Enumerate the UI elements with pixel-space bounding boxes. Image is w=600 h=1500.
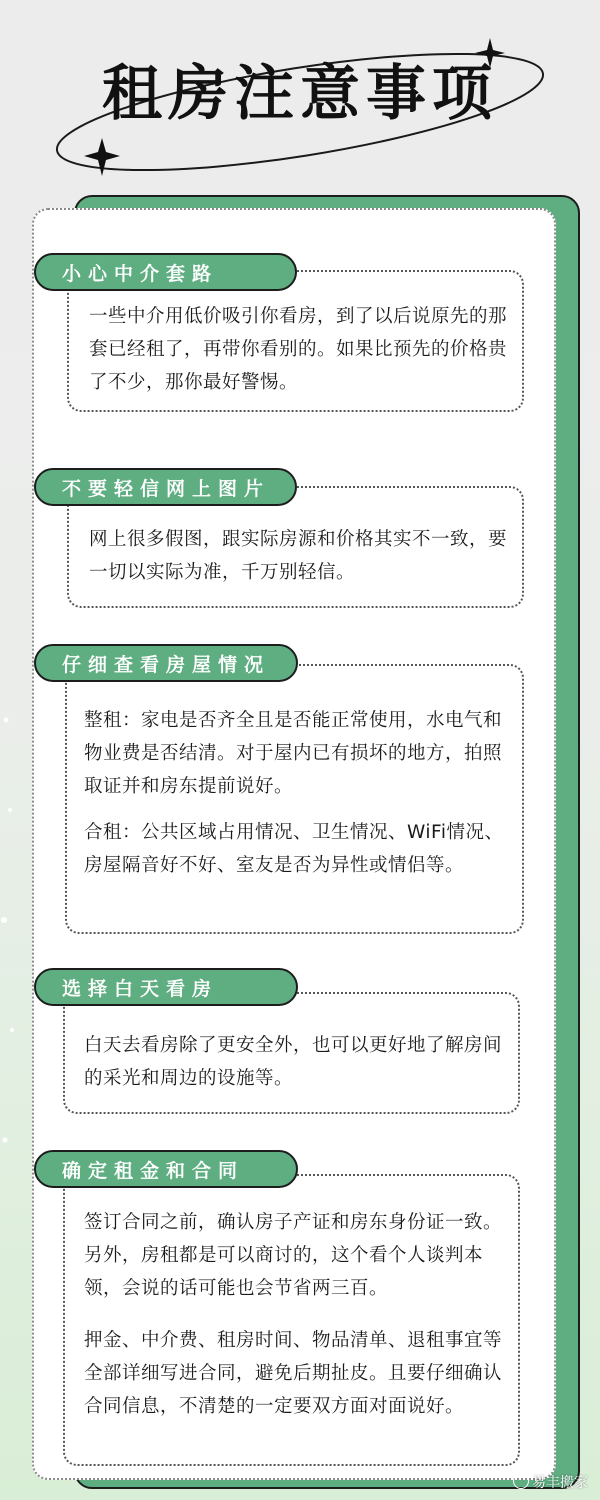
logo-icon [513, 1473, 529, 1489]
section-2-paragraph-1: 网上很多假图，跟实际房源和价格其实不一致，要一切以实际为准，千万别轻信。 [89, 529, 508, 583]
section-5-paragraph-1: 签订合同之前，确认房子产证和房东身份证一致。另外，房租都是可以商讨的，这个看个人谈判本领，会说的话可能也会节省两三百。 [84, 1212, 503, 1299]
section-1-heading: 小心中介套路 [34, 253, 297, 291]
section-2-heading: 不要轻信网上图片 [34, 468, 297, 506]
section-5-heading: 确定租金和合同 [34, 1150, 298, 1188]
title-area [0, 0, 600, 190]
section-box-5 [63, 1174, 520, 1466]
section-3-paragraph-2: 合租：公共区域占用情况、卫生情况、WiFi情况、房屋隔音好不好、室友是否为异性或情侣等。 [84, 822, 504, 876]
section-4-heading: 选择白天看房 [34, 968, 298, 1006]
watermark [513, 1472, 588, 1492]
section-5-paragraph-2: 押金、中介费、租房时间、物品清单、退租事宜等全部详细写进合同，避免后期扯皮。且要仔细确认合同信息，不清楚的一定要双方面对面说好。 [84, 1330, 503, 1417]
section-box-3 [65, 664, 524, 934]
section-1-paragraph-1: 一些中介用低价吸引你看房，到了以后说原先的那套已经租了，再带你看别的。如果比预先的价格贵了不少，那你最好警惕。 [89, 306, 508, 393]
sparkle-icon [84, 138, 120, 176]
section-3-paragraph-1: 整租：家电是否齐全且是否能正常使用，水电气和物业费是否结清。对于屋内已有损坏的地方，拍照取证并和房东提前说好。 [84, 710, 503, 797]
section-3-heading: 仔细查看房屋情况 [34, 644, 298, 682]
watermark-text: 易丰搬家 [532, 1475, 588, 1491]
section-box-4 [63, 992, 520, 1114]
page-title: 租房注意事项 [102, 59, 498, 129]
side-sparkle-decoration [0, 700, 40, 1220]
section-4-paragraph-1: 白天去看房除了更安全外，也可以更好地了解房间的采光和周边的设施等。 [84, 1035, 503, 1089]
